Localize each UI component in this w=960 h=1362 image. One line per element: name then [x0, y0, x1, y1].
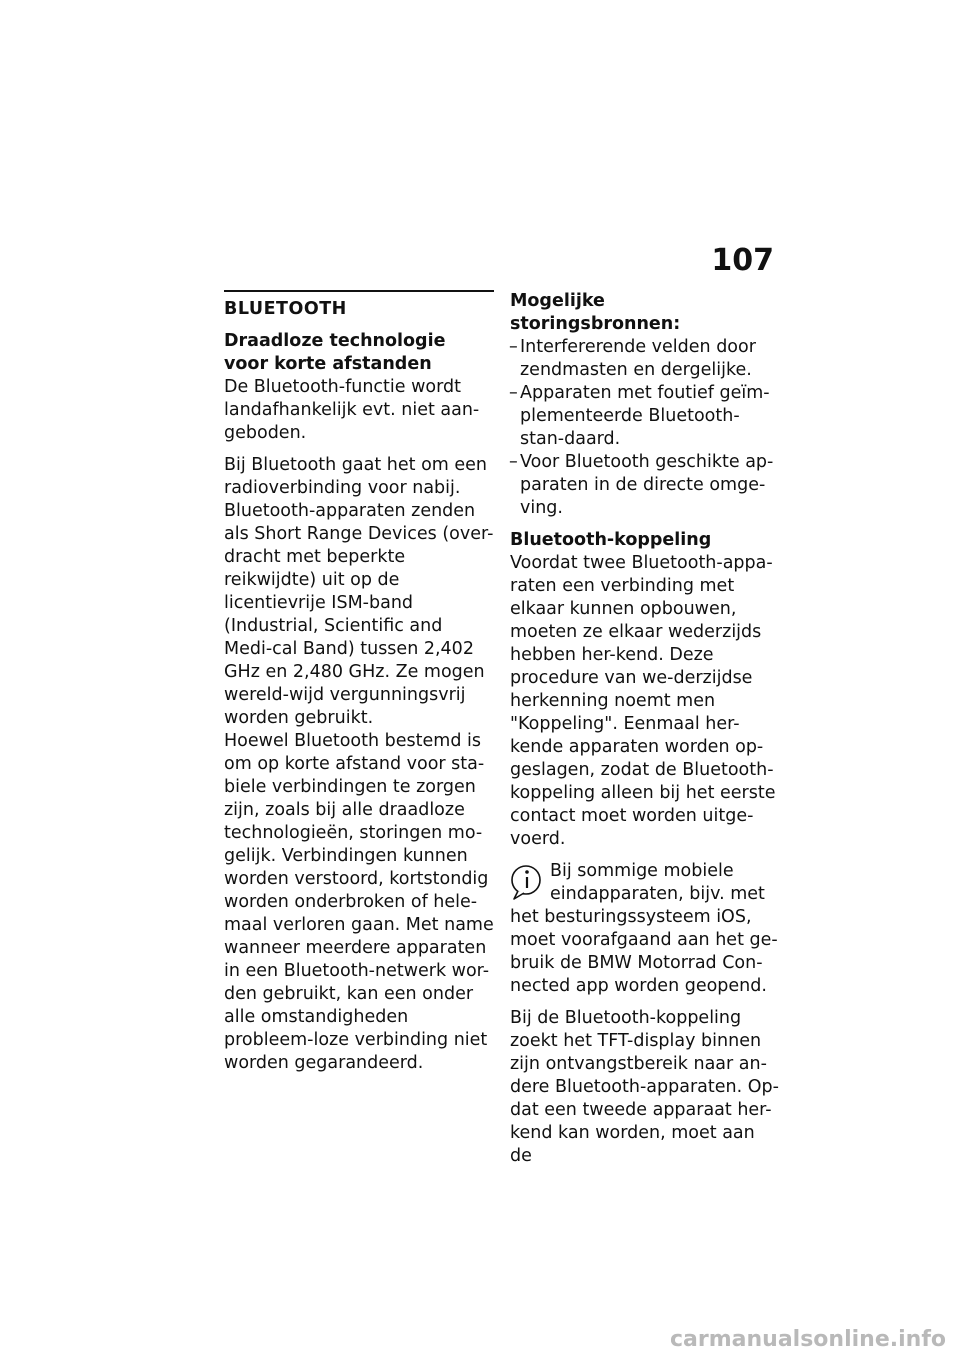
- paragraph-pairing: Voordat twee Bluetooth-appa-raten een verbinding met elkaar kunnen opbouwen, moeten ze elkaar wederzijds hebben her-kend. Deze procedure van we-derzijdse herkenning noemt men "Koppeling". Eenmaal her-kende apparaten worden op-geslagen, zodat de Bluetooth-koppeling alleen bij het eerste contact moet worden uitge-voerd.: [510, 553, 776, 849]
- info-icon: [510, 862, 544, 902]
- left-column: [224, 290, 494, 1084]
- subheading-interference-sources: Mogelijke storingsbronnen:: [510, 291, 681, 334]
- subheading-pairing: Bluetooth-koppeling: [510, 530, 712, 550]
- list-item: – Voor Bluetooth geschikte ap-paraten in de directe omge-ving.: [510, 451, 780, 520]
- interference-list: [510, 336, 780, 520]
- paragraph-interference: Hoewel Bluetooth bestemd is om op korte afstand voor sta-biele verbindingen te zorgen zijn, zoals bij alle draadloze technologieën, storingen mo-gelijk. Verbindingen kunnen worden verstoord, kortstondig worden onderbroken of hele-maal verloren gaan. Met name wanneer meerdere apparaten in een Bluetooth-netwerk wor-den gebruikt, kan een onder alle omstandigheden probleem-loze verbinding niet worden gegarandeerd.: [224, 731, 494, 1073]
- subheading-short-range: Draadloze technologie voor korte afstanden: [224, 331, 446, 374]
- paragraph-tft-search: Bij de Bluetooth-koppeling zoekt het TFT-display binnen zijn ontvangstbereik naar an-dere Bluetooth-apparaten. Op-dat een tweede apparaat her-kend kan worden, moet aan de: [510, 1008, 779, 1166]
- right-column: [510, 290, 780, 1177]
- section-title: BLUETOOTH: [224, 299, 347, 319]
- list-item: – Interfererende velden door zendmasten en dergelijke.: [510, 336, 780, 382]
- paragraph-radio: Bij Bluetooth gaat het om een radioverbinding voor nabij. Bluetooth-apparaten zenden als Short Range Devices (over-dracht met beperkte reikwijdte) uit op de licentievrije ISM-band (Industrial, Scientific and Medi-cal Band) tussen 2,402 GHz en 2,480 GHz. Ze mogen wereld-wijd vergunningsvrij worden gebruikt.: [224, 455, 494, 728]
- page-number: 107: [711, 243, 774, 278]
- info-note: [510, 860, 780, 998]
- note-text: Bij sommige mobiele eindapparaten, bijv. met het besturingssysteem iOS, moet voorafgaand aan het ge-bruik de BMW Motorrad Con-nected app worden geopend.: [510, 861, 778, 996]
- list-item: – Apparaten met foutief geïm-plementeerde Bluetooth-stan-daard.: [510, 382, 780, 451]
- section-divider: [224, 290, 494, 292]
- watermark: carmanualsonline.info: [670, 1327, 946, 1352]
- paragraph-availability: De Bluetooth-functie wordt landafhankelijk evt. niet aan-geboden.: [224, 377, 480, 443]
